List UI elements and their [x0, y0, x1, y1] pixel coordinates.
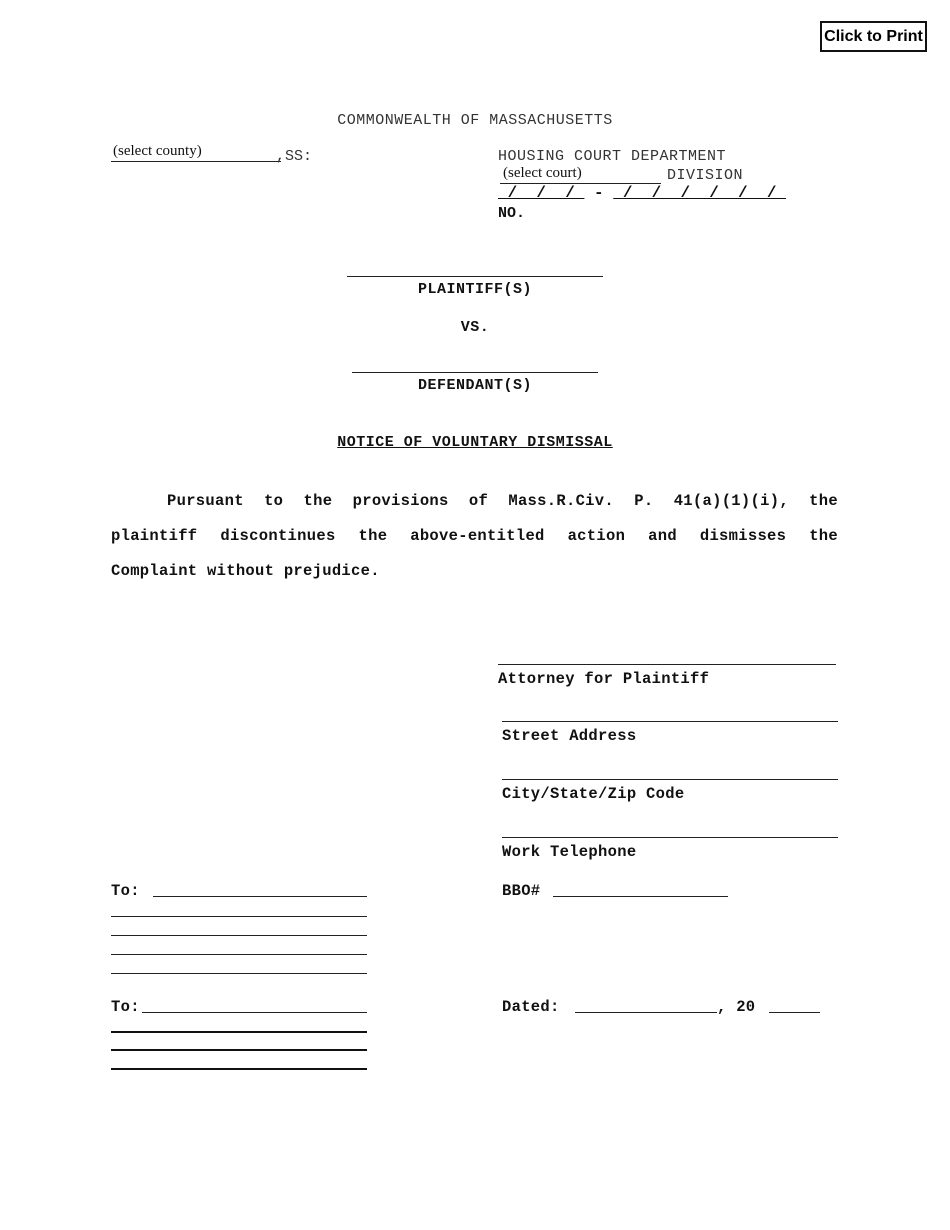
to-address-field-1b[interactable]: [111, 935, 367, 936]
dated-field[interactable]: [575, 1012, 717, 1013]
street-address-label: Street Address: [502, 727, 637, 745]
department-label: HOUSING COURT DEPARTMENT: [498, 148, 727, 165]
defendant-label: DEFENDANT(S): [417, 377, 533, 394]
to-label-1: To:: [111, 882, 140, 900]
work-telephone-field[interactable]: [502, 837, 838, 838]
attorney-label: Attorney for Plaintiff: [498, 670, 710, 688]
division-label: DIVISION: [667, 167, 744, 184]
docket-number-field[interactable]: [498, 184, 786, 202]
to-address-field-2a[interactable]: [111, 1031, 367, 1033]
bbo-label: BBO#: [502, 882, 541, 900]
docket-no-label: NO.: [498, 205, 526, 222]
docket-part-2[interactable]: / / / / / /: [613, 184, 787, 202]
year-field[interactable]: [769, 1012, 820, 1013]
docket-separator: -: [584, 184, 614, 202]
county-select[interactable]: (select county): [111, 143, 281, 162]
to-address-field-2c[interactable]: [111, 1068, 367, 1070]
to-name-field-1[interactable]: [153, 896, 367, 897]
notice-body: Pursuant to the provisions of Mass.R.Civ. P. 41(a)(1)(i), the plaintiff discontinues the above-entitled action and dismisses the Complaint without prejudice.: [111, 492, 838, 580]
versus-label: VS.: [460, 319, 490, 336]
plaintiff-field[interactable]: [347, 276, 603, 277]
dated-label: Dated:: [502, 998, 560, 1016]
to-address-field-2b[interactable]: [111, 1049, 367, 1051]
defendant-field[interactable]: [352, 372, 598, 373]
attorney-signature-field[interactable]: [498, 664, 836, 665]
notice-title: NOTICE OF VOLUNTARY DISMISSAL: [337, 434, 613, 451]
year-prefix-label: , 20: [717, 998, 756, 1016]
plaintiff-label: PLAINTIFF(S): [417, 281, 533, 298]
to-name-field-2[interactable]: [142, 1012, 367, 1013]
print-button[interactable]: Click to Print: [820, 21, 927, 52]
city-state-zip-field[interactable]: [502, 779, 838, 780]
to-address-field-1d[interactable]: [111, 973, 367, 974]
to-address-field-1a[interactable]: [111, 916, 367, 917]
court-select[interactable]: (select court): [500, 165, 661, 184]
ss-label: ,SS:: [276, 148, 313, 165]
bbo-field[interactable]: [553, 896, 728, 897]
to-label-2: To:: [111, 998, 140, 1016]
to-address-field-1c[interactable]: [111, 954, 367, 955]
docket-part-1[interactable]: / / /: [498, 184, 585, 202]
city-state-zip-label: City/State/Zip Code: [502, 785, 685, 803]
commonwealth-title: COMMONWEALTH OF MASSACHUSETTS: [337, 112, 613, 129]
street-address-field[interactable]: [502, 721, 838, 722]
work-telephone-label: Work Telephone: [502, 843, 637, 861]
